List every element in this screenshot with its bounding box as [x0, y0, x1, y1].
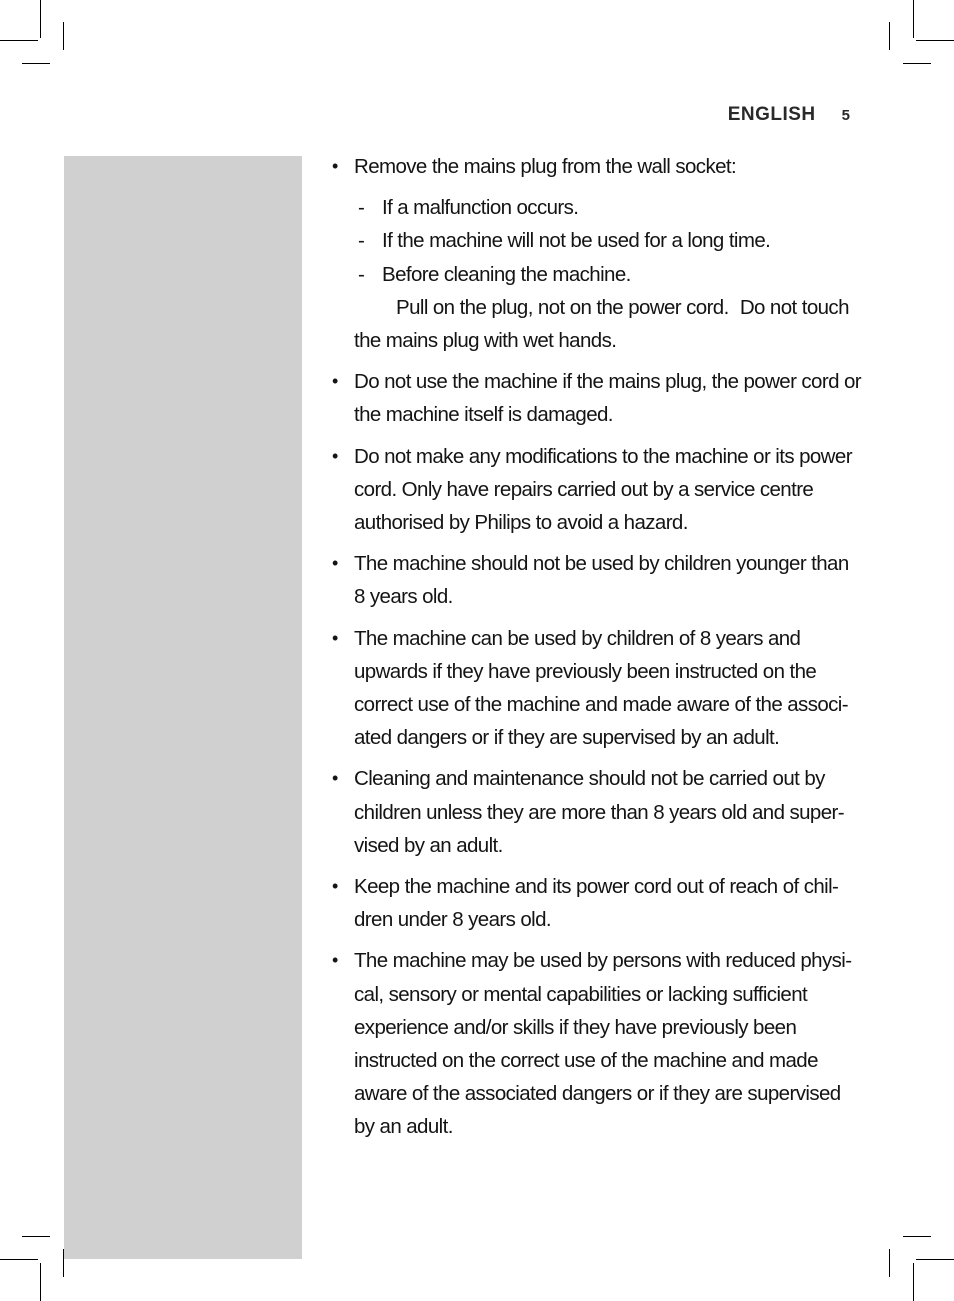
page-number: 5: [841, 107, 850, 124]
bullet-icon: •: [332, 371, 338, 392]
sub-list-item: [354, 258, 864, 291]
sub-list-item: [354, 224, 864, 257]
crop-mark: [903, 63, 931, 64]
sub-item-text: Before cleaning the machine.: [382, 262, 631, 286]
sub-list-item: [354, 191, 864, 224]
note-text: Pull on the plug, not on the power cord.: [396, 295, 729, 319]
bullet-icon: •: [332, 445, 338, 466]
crop-mark: [40, 0, 41, 38]
crop-mark: [913, 0, 914, 38]
list-item: [332, 762, 864, 862]
crop-mark: [40, 1263, 41, 1301]
item-text: The machine should not be used by children younger than 8 years old.: [354, 552, 849, 609]
note-text: Do not touch the mains plug with wet hands.: [354, 295, 849, 353]
list-item: [332, 870, 864, 936]
page-header: [728, 104, 850, 126]
item-text: Cleaning and maintenance should not be carried out by children unless they are more than 8 years old and super-vised by an adult.: [354, 767, 844, 857]
safety-instructions: [332, 150, 864, 1152]
list-item: [332, 440, 864, 540]
crop-mark: [889, 22, 890, 50]
item-text: Do not make any modifications to the machine or its power cord. Only have repairs carried out by a service centre authorised by Philips to avoid a hazard.: [354, 444, 852, 535]
dash-icon: -: [358, 229, 365, 253]
crop-mark: [903, 1236, 931, 1237]
bullet-icon: •: [332, 553, 338, 574]
dash-icon: -: [358, 262, 365, 286]
list-item: [332, 365, 864, 431]
list-item: [332, 622, 864, 755]
crop-mark: [22, 1236, 50, 1237]
list-item: [332, 944, 864, 1143]
plug-note: [354, 291, 864, 357]
crop-mark: [913, 1263, 914, 1301]
crop-mark: [916, 40, 954, 41]
sub-item-text: If the machine will not be used for a long time.: [382, 229, 771, 253]
crop-mark: [0, 40, 38, 41]
item-text: Remove the mains plug from the wall socket:: [354, 155, 737, 178]
bullet-icon: •: [332, 627, 338, 648]
crop-mark: [63, 22, 64, 50]
bullet-icon: •: [332, 156, 338, 176]
sidebar-panel: [64, 156, 302, 1259]
bullet-icon: •: [332, 768, 338, 789]
sub-item-text: If a malfunction occurs.: [382, 196, 579, 220]
crop-mark: [0, 1259, 38, 1260]
list-item: [332, 150, 864, 357]
item-text: The machine can be used by children of 8 years and upwards if they have previously been instructed on the correct use of the machine and made aware of the associ-ated dangers or if they are supervised by an adult.: [354, 626, 848, 750]
item-text: Keep the machine and its power cord out of reach of chil-dren under 8 years old.: [354, 875, 839, 932]
bullet-icon: •: [332, 876, 338, 897]
item-text: The machine may be used by persons with reduced physi-cal, sensory or mental capabilities or lacking sufficient experience and/or skills if they have previously been instructed on the correct use of the machine and made aware of the associated dangers or if they are supervised by an adult.: [354, 949, 852, 1139]
crop-mark: [916, 1259, 954, 1260]
sub-list: [354, 191, 864, 291]
list-item: [332, 547, 864, 613]
crop-mark: [22, 63, 50, 64]
bullet-icon: •: [332, 950, 338, 971]
crop-mark: [889, 1249, 890, 1277]
dash-icon: -: [358, 196, 365, 220]
item-text: Do not use the machine if the mains plug, the power cord or the machine itself is damaged.: [354, 370, 862, 427]
language-label: ENGLISH: [727, 104, 816, 125]
